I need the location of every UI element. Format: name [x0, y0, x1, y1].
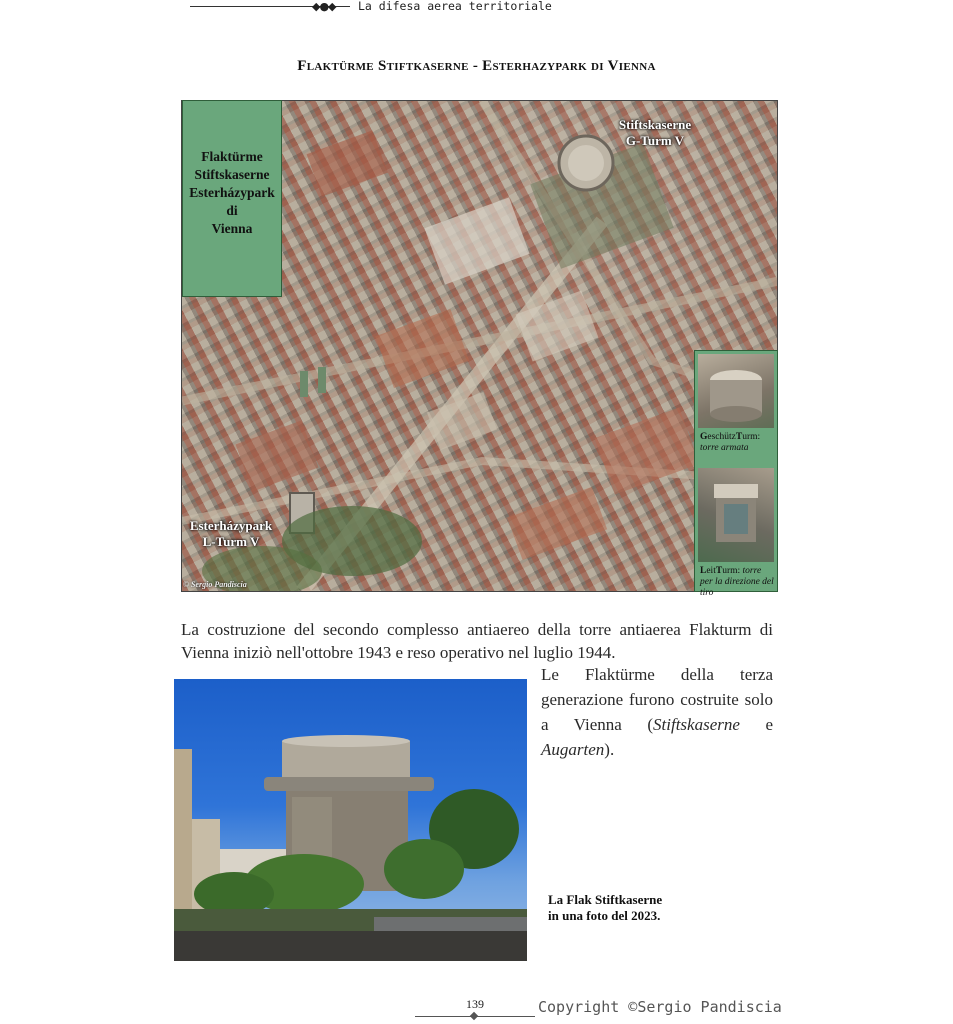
augarten-italic: Augarten — [541, 740, 605, 759]
side-paragraph-mid: e — [739, 715, 773, 734]
photo-caption — [548, 892, 662, 924]
stiftskaserne-italic: Stiftskaserne — [653, 715, 740, 734]
g-tower-label-line1: Stiftskaserne — [618, 117, 692, 132]
caption-part: urm: — [742, 432, 761, 442]
header-ornament-icon: ◆●◆ — [312, 0, 336, 13]
figure-title-line: Vienna — [211, 221, 253, 236]
side-paragraph — [541, 662, 773, 762]
page-number: 139 — [466, 997, 484, 1011]
side-paragraph-end: ). — [604, 740, 615, 759]
flak-tower-photo — [174, 679, 527, 961]
g-tower-label — [600, 117, 710, 149]
g-tower-closeup — [698, 354, 774, 428]
l-tower-closeup-drawing — [698, 468, 774, 562]
figure-title-line: Flaktürme — [201, 149, 263, 164]
caption-part: urm: — [722, 566, 741, 576]
g-tower-caption — [700, 432, 776, 454]
caption-initial: T — [735, 432, 743, 442]
l-tower-label-line1: Esterházypark — [189, 518, 273, 533]
figure-title-text — [182, 148, 282, 238]
caption-italic: torre per la direzione del tiro — [700, 566, 774, 598]
figure-title-line: Stiftskaserne — [194, 167, 270, 182]
g-tower-label-line2: G-Turm V — [625, 133, 685, 148]
page-title: Flaktürme Stiftkaserne - Esterhazypark di Vienna — [297, 58, 656, 74]
caption-initial: G — [700, 432, 708, 442]
caption-part: eschütz — [707, 432, 736, 442]
photo-credit: © Sergio Pandiscia — [183, 580, 247, 589]
l-tower-caption — [700, 566, 776, 599]
figure-title-line: di — [226, 203, 238, 218]
flak-tower-photo-drawing — [174, 679, 527, 961]
copyright-notice: Copyright ©Sergio Pandiscia — [538, 998, 782, 1016]
caption-initial: L — [700, 566, 707, 576]
running-header: La difesa aerea territoriale — [358, 0, 552, 13]
caption-initial: T — [715, 566, 723, 576]
l-tower-label-line2: L-Turm V — [202, 534, 260, 549]
l-tower-label — [182, 518, 280, 550]
caption-italic: torre armata — [700, 443, 749, 453]
side-paragraph-start: Le Flaktürme della terza generazione furono costruite solo a Vienna ( — [541, 665, 773, 734]
photo-caption-line2: in una foto del 2023. — [548, 908, 661, 923]
footer-ornament-icon — [470, 1012, 478, 1020]
figure-title-line: Esterházypark — [189, 185, 275, 200]
body-paragraph: La costruzione del secondo complesso antiaereo della torre antiaerea Flakturm di Vienna iniziò nell'ottobre 1943 e reso operativo nel luglio 1944. — [181, 620, 773, 662]
photo-caption-line1: La Flak Stiftkaserne — [548, 892, 663, 907]
l-tower-closeup — [698, 468, 774, 562]
caption-part: eit — [706, 566, 716, 576]
g-tower-closeup-drawing — [698, 354, 774, 428]
